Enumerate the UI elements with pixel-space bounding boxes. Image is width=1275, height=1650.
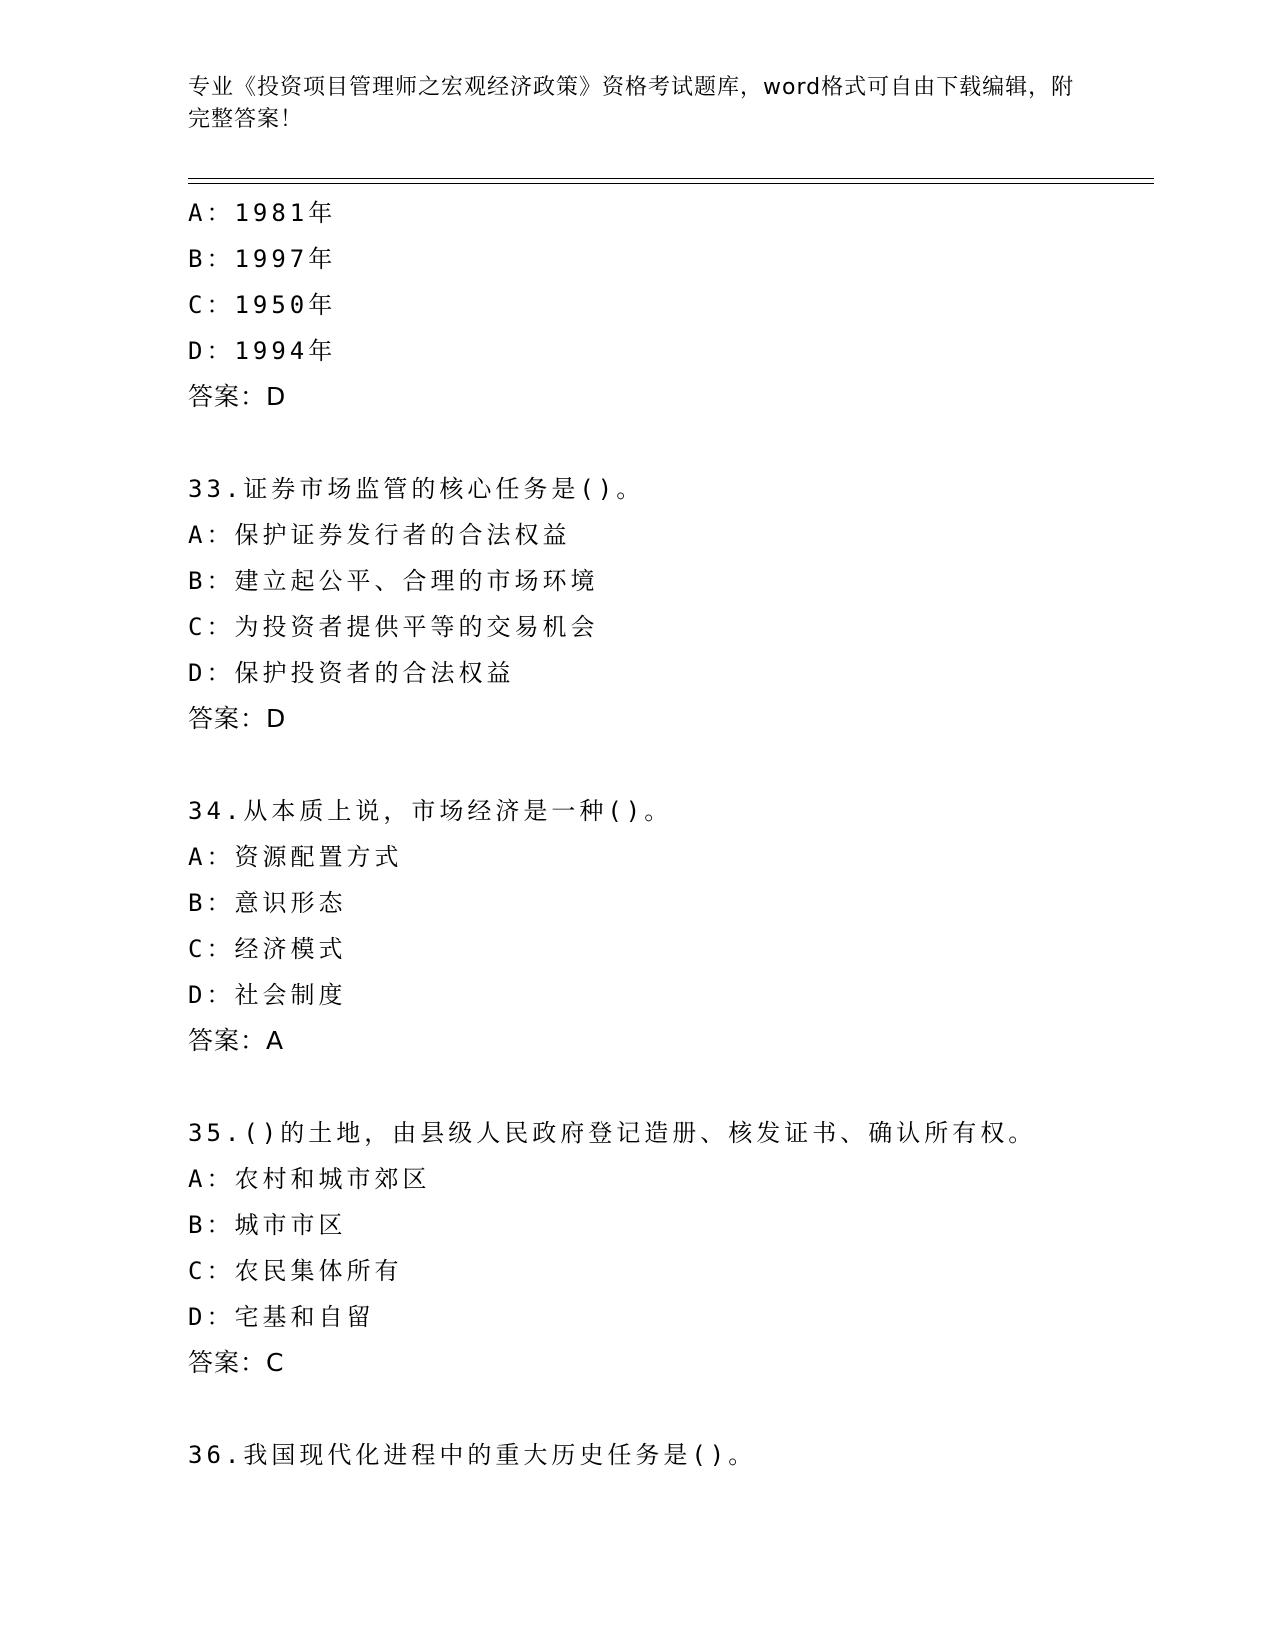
question-block-32: [188, 190, 1154, 420]
option-b: B：意识形态: [188, 889, 347, 917]
header-divider-bottom: [188, 183, 1154, 184]
option-b: B：城市市区: [188, 1211, 347, 1239]
option-d: D：宅基和自留: [188, 1303, 375, 1331]
option-a: A：保护证券发行者的合法权益: [188, 521, 571, 549]
answer-line: 答案：C: [188, 1348, 285, 1377]
option-d: D：保护投资者的合法权益: [188, 659, 515, 687]
answer-line: 答案：A: [188, 1026, 285, 1055]
option-b: B：1997年: [188, 245, 337, 273]
option-a: A：1981年: [188, 199, 337, 227]
option-a: A：农村和城市郊区: [188, 1165, 431, 1193]
option-a: A：资源配置方式: [188, 843, 403, 871]
option-d: D：社会制度: [188, 981, 347, 1009]
answer-line: 答案：D: [188, 704, 287, 733]
question-block-34: [188, 788, 1154, 1064]
question-block-36: [188, 1432, 1154, 1478]
question-text: 34.从本质上说，市场经济是一种()。: [188, 797, 673, 825]
question-text: 33.证券市场监管的核心任务是()。: [188, 475, 645, 503]
question-block-33: [188, 466, 1154, 742]
document-header: 专业《投资项目管理师之宏观经济政策》资格考试题库，word格式可自由下载编辑，附完整答案！: [188, 75, 1075, 132]
option-c: C：为投资者提供平等的交易机会: [188, 613, 599, 641]
question-list: [188, 190, 1154, 1478]
option-c: C：1950年: [188, 291, 337, 319]
option-c: C：经济模式: [188, 935, 347, 963]
answer-line: 答案：D: [188, 382, 287, 411]
option-d: D：1994年: [188, 337, 337, 365]
option-c: C：农民集体所有: [188, 1257, 403, 1285]
question-text: 36.我国现代化进程中的重大历史任务是()。: [188, 1441, 757, 1469]
header-divider-top: [188, 178, 1154, 179]
question-text: 35.()的土地，由县级人民政府登记造册、核发证书、确认所有权。: [188, 1119, 1037, 1147]
option-b: B：建立起公平、合理的市场环境: [188, 567, 599, 595]
question-block-35: [188, 1110, 1154, 1386]
